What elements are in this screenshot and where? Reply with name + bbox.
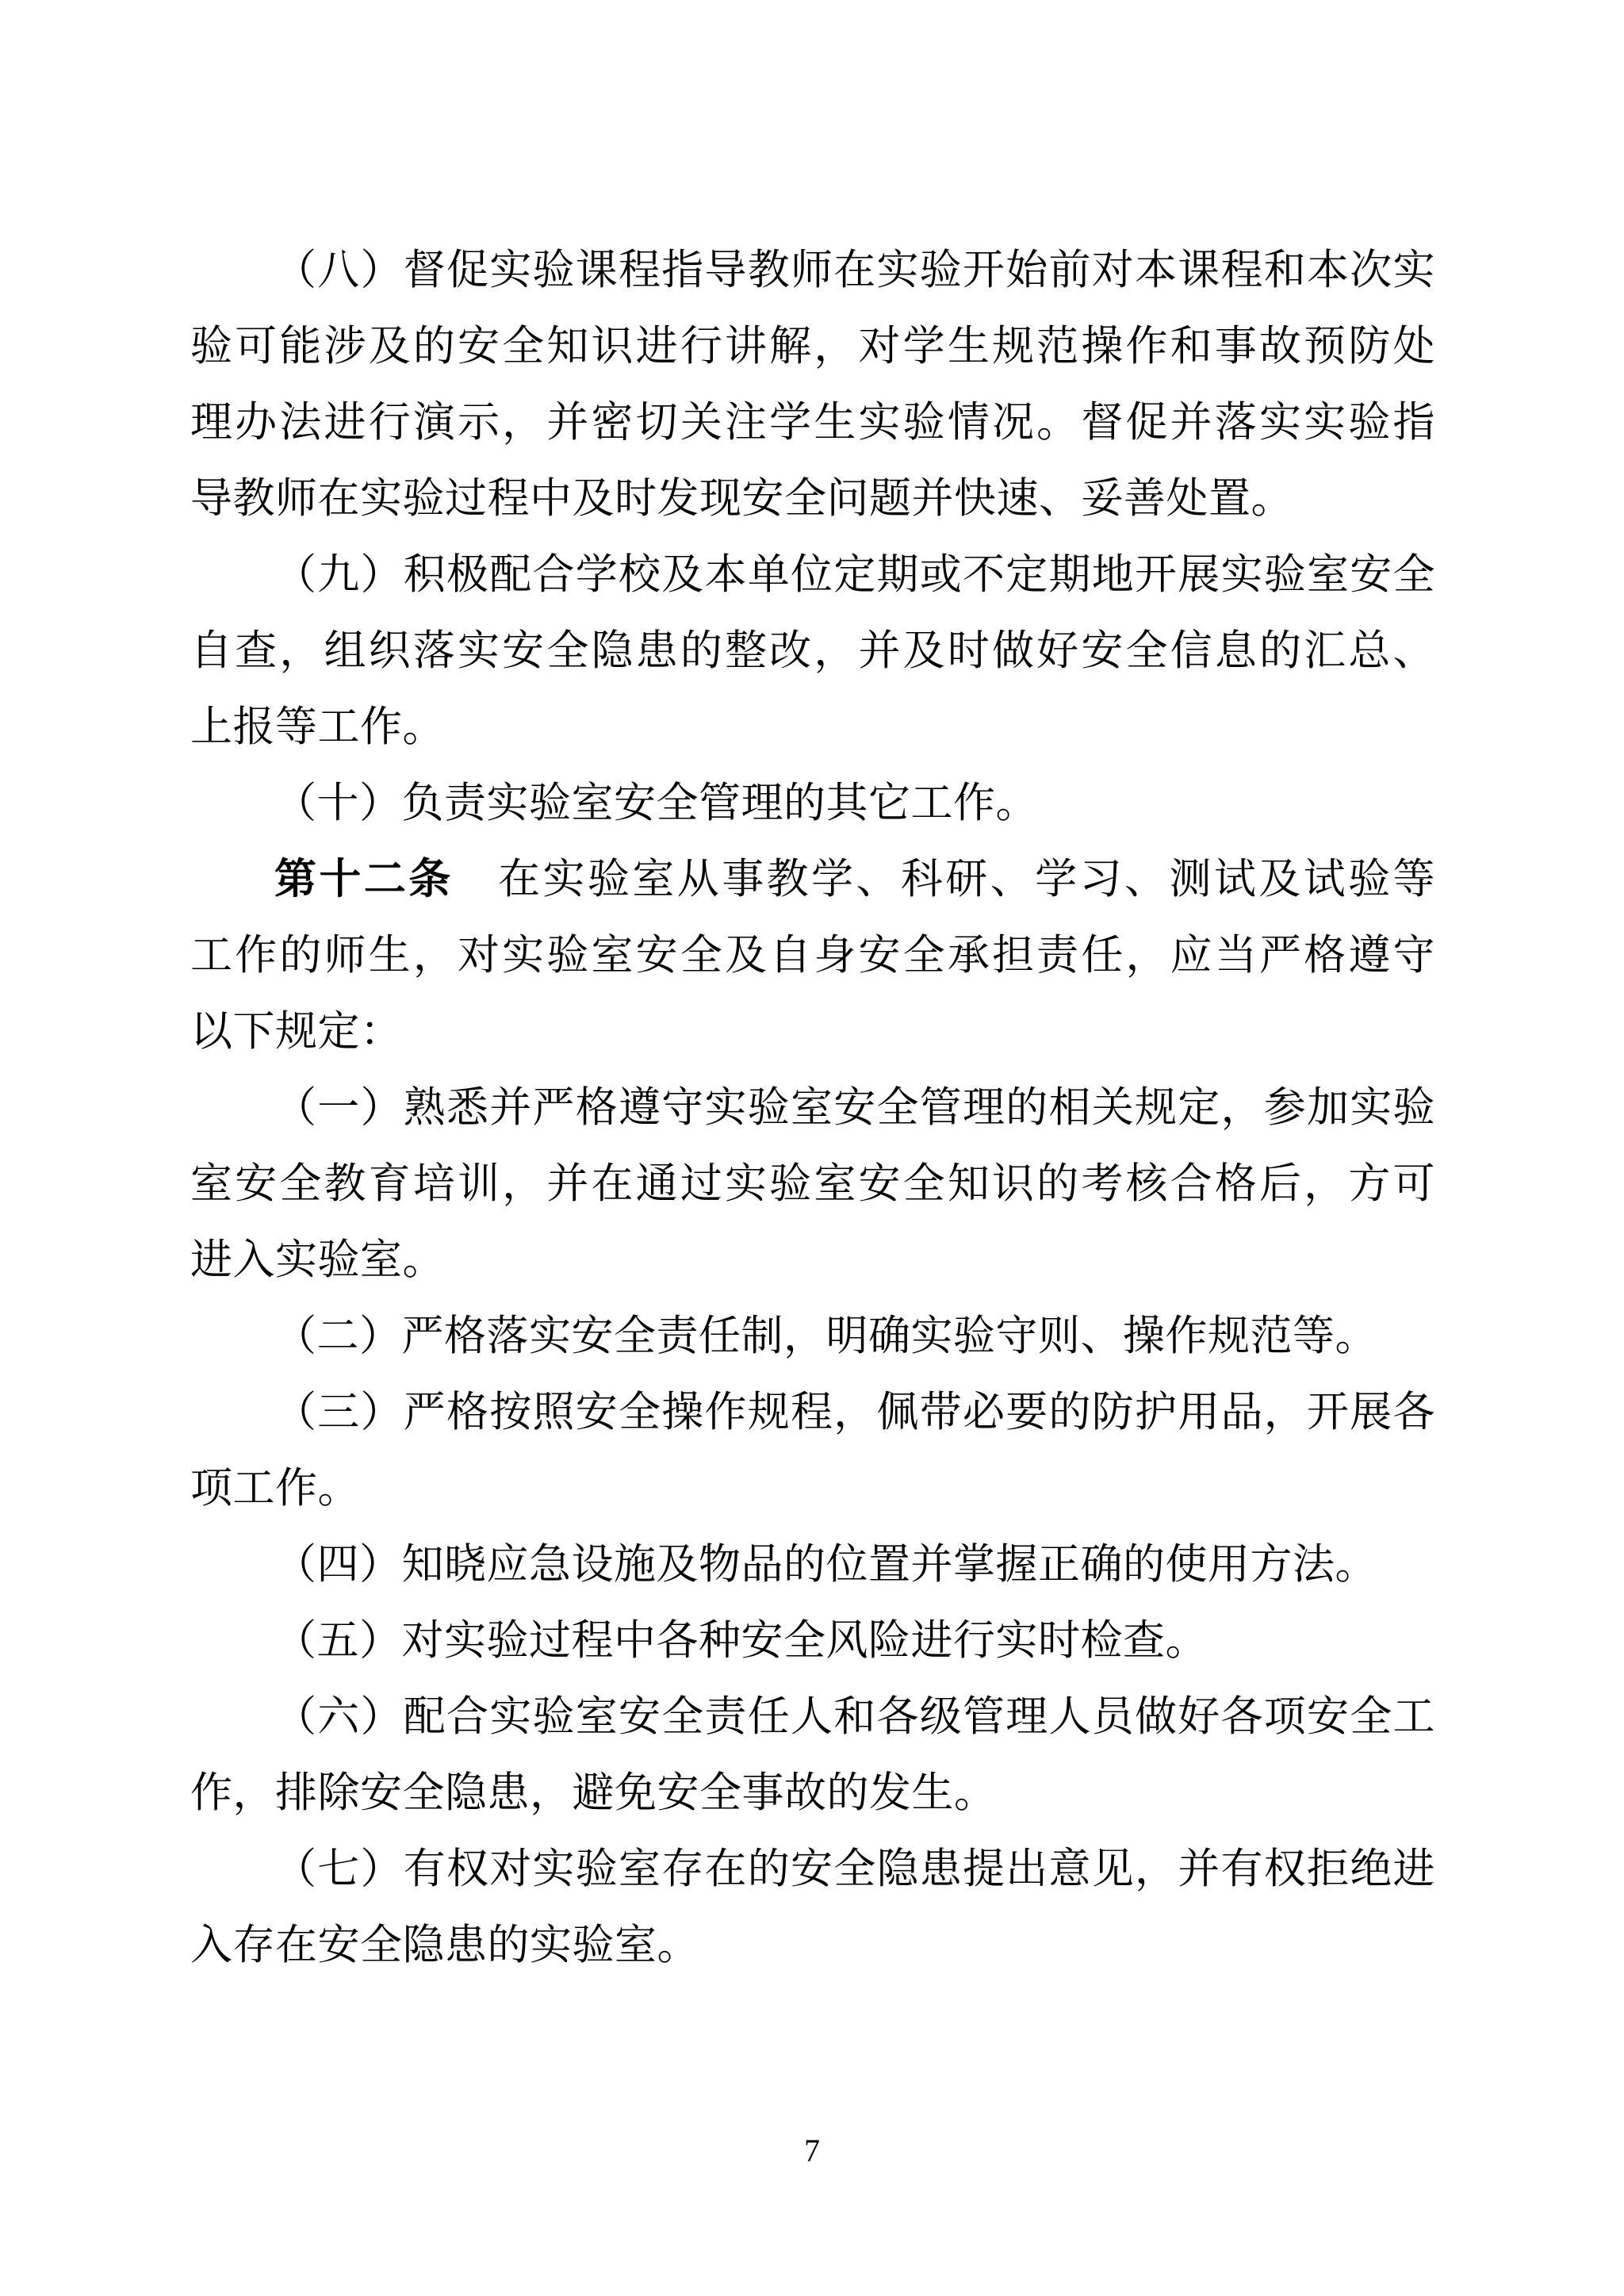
body-text: （五）对实验过程中各种安全风险进行实时检查。: [274, 1618, 1208, 1664]
body-text: 自查，组织落实安全隐患的整改，并及时做好安全信息的汇总、: [190, 628, 1435, 674]
body-text: 导教师在实验过程中及时发现安全问题并快速、妥善处置。: [190, 476, 1293, 522]
document-line: [190, 918, 1435, 994]
body-text: （七）有权对实验室存在的安全隐患提出意见，并有权拒绝进: [274, 1846, 1435, 1892]
body-text: 室安全教育培训，并在通过实验室安全知识的考核合格后，方可: [190, 1161, 1435, 1207]
document-line: [190, 689, 1435, 765]
body-text: （一）熟悉并严格遵守实验室安全管理的相关规定，参加实验: [274, 1085, 1435, 1131]
document-line: [190, 1222, 1435, 1298]
document-line: [190, 1527, 1435, 1603]
document-line: [190, 1451, 1435, 1527]
document-line: [190, 1374, 1435, 1451]
body-text: 上报等工作。: [190, 704, 445, 750]
document-line: [190, 1831, 1435, 1907]
body-text: 工作的师生，对实验室安全及自身安全承担责任，应当严格遵守: [190, 933, 1435, 979]
body-text: 进入实验室。: [190, 1237, 445, 1283]
body-text: 以下规定：: [190, 1009, 403, 1055]
document-line: [190, 1603, 1435, 1679]
body-text: （三）严格按照安全操作规程，佩带必要的防护用品，开展各: [274, 1389, 1435, 1435]
body-text: （八）督促实验课程指导教师在实验开始前对本课程和本次实: [274, 247, 1435, 293]
body-text: 作，排除安全隐患，避免安全事故的发生。: [190, 1770, 997, 1816]
body-text: （十）负责实验室安全管理的其它工作。: [274, 780, 1038, 826]
document-line: [190, 613, 1435, 689]
body-text: （九）积极配合学校及本单位定期或不定期地开展实验室安全: [274, 552, 1435, 598]
document-body: [190, 232, 1435, 1984]
article-number-bold-text: 第十二条: [274, 857, 454, 903]
body-text: 入存在安全隐患的实验室。: [190, 1922, 699, 1968]
body-text: 在实验室从事教学、科研、学习、测试及试验等: [453, 857, 1436, 903]
document-line: [190, 232, 1435, 309]
document-line: [190, 1755, 1435, 1831]
document-line: [190, 309, 1435, 385]
body-text: （六）配合实验室安全责任人和各级管理人员做好各项安全工: [274, 1694, 1435, 1740]
document-line: [190, 841, 1435, 918]
document-line: [190, 994, 1435, 1070]
document-line: [190, 1298, 1435, 1374]
document-line: [190, 1907, 1435, 1984]
document-line: [190, 1070, 1435, 1146]
document-line: [190, 765, 1435, 841]
body-text: （四）知晓应急设施及物品的位置并掌握正确的使用方法。: [274, 1542, 1377, 1588]
document-line: [190, 1679, 1435, 1755]
document-line: [190, 1146, 1435, 1222]
body-text: 理办法进行演示，并密切关注学生实验情况。督促并落实实验指: [190, 400, 1435, 446]
page-number: 7: [804, 2133, 820, 2168]
body-text: 项工作。: [190, 1466, 360, 1512]
document-line: [190, 385, 1435, 461]
document-line: [190, 537, 1435, 613]
body-text: 验可能涉及的安全知识进行讲解，对学生规范操作和事故预防处: [190, 324, 1435, 370]
body-text: （二）严格落实安全责任制，明确实验守则、操作规范等。: [274, 1313, 1377, 1359]
document-line: [190, 461, 1435, 537]
